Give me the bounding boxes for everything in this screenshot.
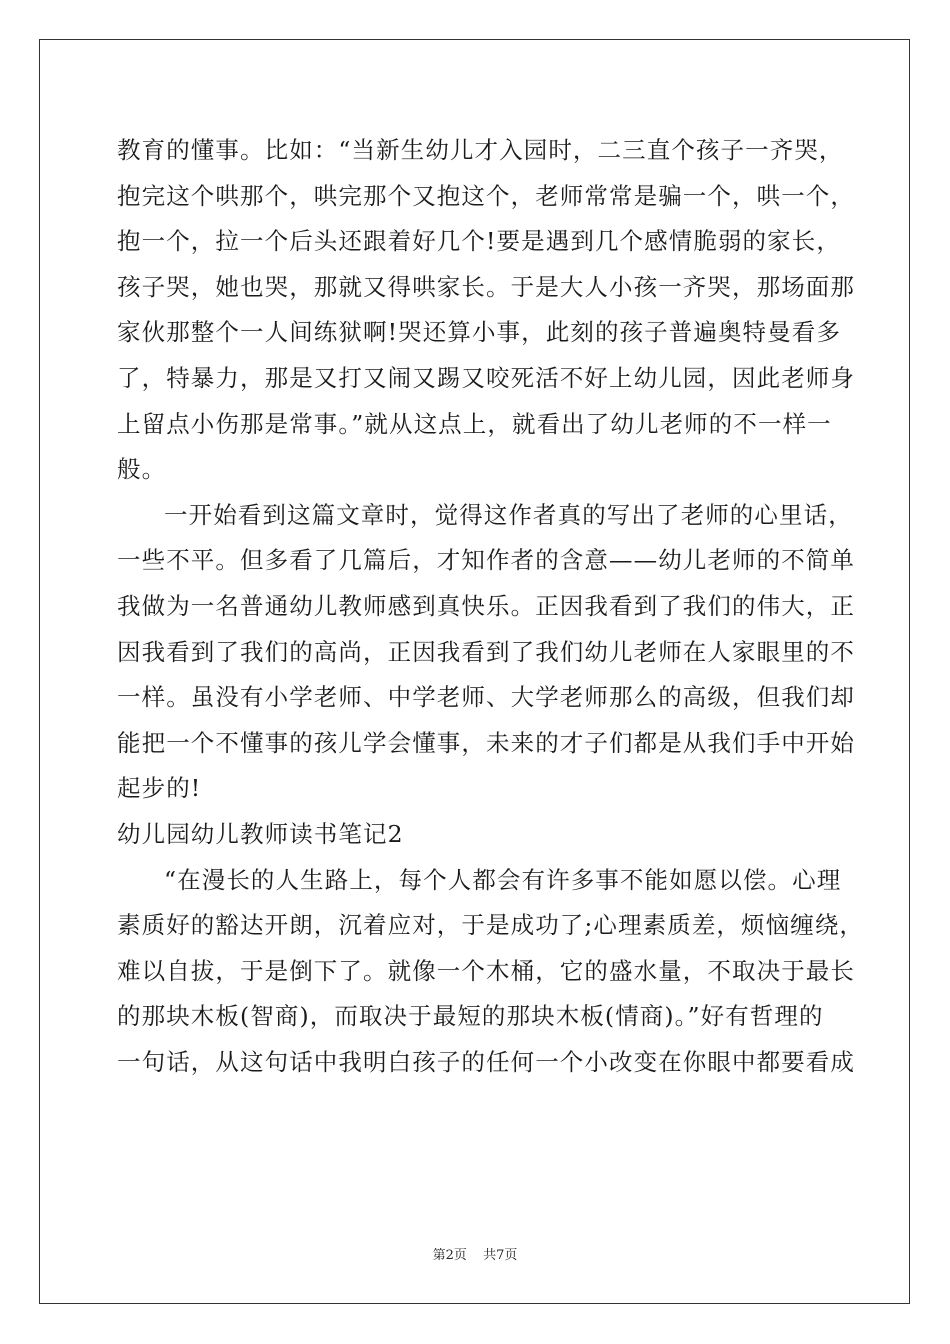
text-line: 上留点小伤那是常事。”就从这点上，就看出了幼儿老师的不一样一 xyxy=(117,409,832,438)
text-line: 素质好的豁达开朗，沉着应对，于是成功了;心理素质差，烦恼缠绕， xyxy=(117,911,865,940)
text-line: 一些不平。但多看了几篇后，才知作者的含意——幼儿老师的不简单 xyxy=(117,546,855,575)
text-line: 我做为一名普通幼儿教师感到真快乐。正因我看到了我们的伟大，正 xyxy=(117,591,855,620)
paragraph xyxy=(117,493,855,812)
text-line: 一样。虽没有小学老师、中学老师、大学老师那么的高级，但我们却 xyxy=(117,683,855,712)
paragraph xyxy=(117,128,855,493)
page-footer xyxy=(0,1244,950,1263)
text-line: 抱一个，拉一个后头还跟着好几个!要是遇到几个感情脆弱的家长， xyxy=(117,227,841,256)
text-line: 抱完这个哄那个，哄完那个又抱这个，老师常常是骗一个，哄一个， xyxy=(117,181,855,210)
paragraph xyxy=(117,858,865,1086)
text-line: 的那块木板(智商)，而取决于最短的那块木板(情商)。”好有哲理的 xyxy=(117,1002,824,1031)
text-line: 教育的懂事。比如：“当新生幼儿才入园时，二三直个孩子一齐哭， xyxy=(117,136,844,164)
text-line: 般。 xyxy=(117,455,167,484)
text-line: 幼儿园幼儿教师读书笔记2 xyxy=(117,819,404,848)
text-line: 能把一个不懂事的孩儿学会懂事，未来的才子们都是从我们手中开始 xyxy=(117,728,855,757)
paragraph xyxy=(117,812,837,858)
text-line: 家伙那整个一人间练狱啊!哭还算小事，此刻的孩子普遍奥特曼看多 xyxy=(117,318,841,347)
document-body xyxy=(117,128,865,1085)
text-line: 了，特暴力，那是又打又闹又踢又咬死活不好上幼儿园，因此老师身 xyxy=(117,363,855,392)
page-number: 第2页 xyxy=(432,1248,467,1263)
text-line: 起步的! xyxy=(117,774,202,803)
text-line: 难以自拔，于是倒下了。就像一个木桶，它的盛水量，不取决于最长 xyxy=(117,956,855,985)
text-line: 一开始看到这篇文章时，觉得这作者真的写出了老师的心里话， xyxy=(164,500,853,529)
text-line: 孩子哭，她也哭，那就又得哄家长。于是大人小孩一齐哭，那场面那 xyxy=(117,272,855,301)
text-line: 因我看到了我们的高尚，正因我看到了我们幼儿老师在人家眼里的不 xyxy=(117,637,855,666)
text-line: 一句话，从这句话中我明白孩子的任何一个小改变在你眼中都要看成 xyxy=(117,1047,855,1076)
text-line: “在漫长的人生路上，每个人都会有许多事不能如愿以偿。心理 xyxy=(164,865,842,894)
page-total: 共7页 xyxy=(483,1248,518,1263)
